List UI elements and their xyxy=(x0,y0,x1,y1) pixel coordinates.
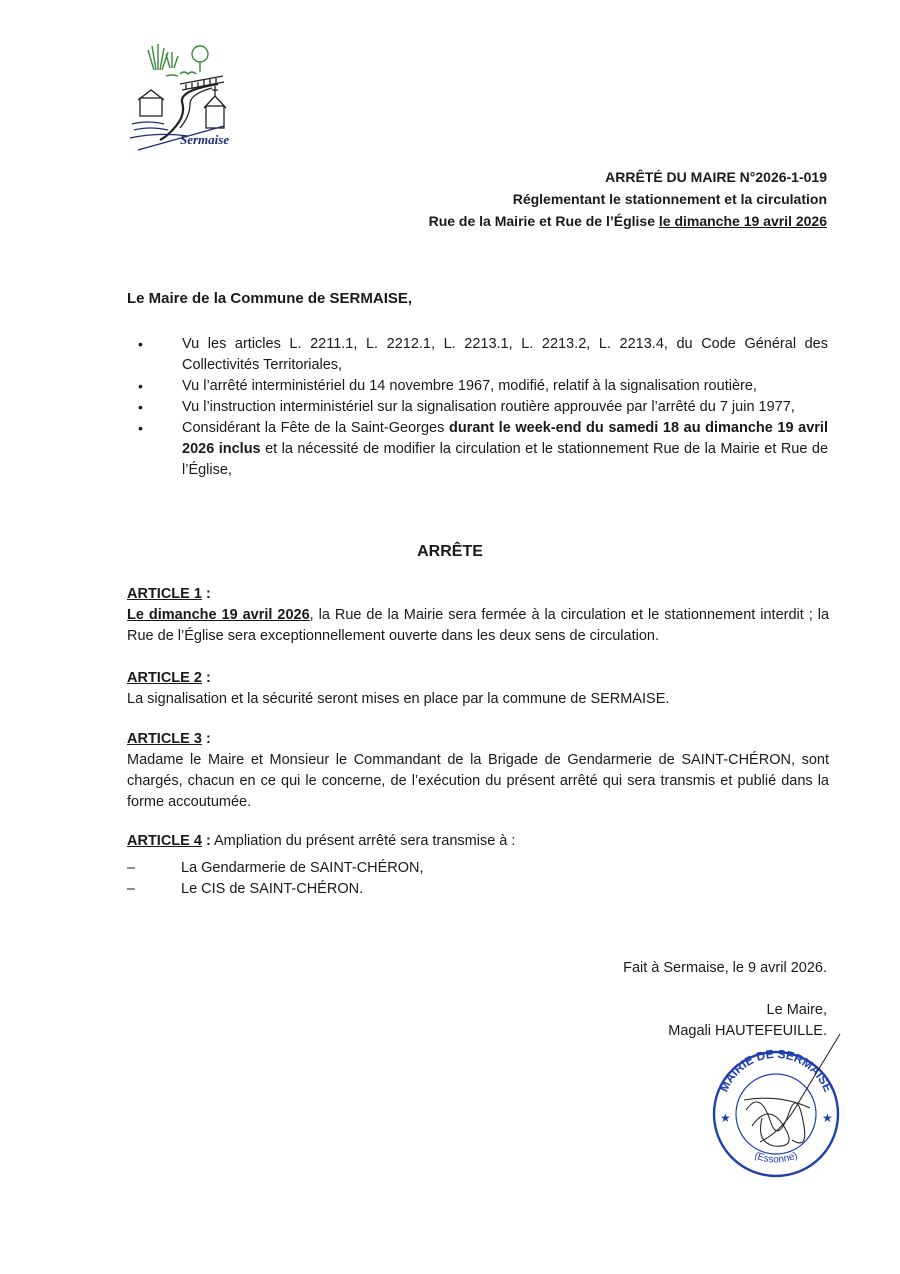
signatory-name: Magali HAUTEFEUILLE. xyxy=(668,1023,827,1039)
mayor-intro: Le Maire de la Commune de SERMAISE, xyxy=(127,290,413,307)
decree-number: ARRÊTÉ DU MAIRE N°2026-1-019 xyxy=(605,169,827,185)
decree-location-date: Rue de la Mairie et Rue de l’Église le dimanche 19 avril 2026 xyxy=(428,213,827,229)
article-title: ARTICLE 3 : xyxy=(127,731,211,747)
signatory-role: Le Maire, xyxy=(766,1002,827,1018)
stamp-top-text: MAIRIE DE SERMAISE xyxy=(716,1046,836,1095)
stamp-bottom-text: (Essonne) xyxy=(752,1150,800,1166)
list-item: – Le CIS de SAINT-CHÉRON. xyxy=(127,879,424,900)
article-4: ARTICLE 4 : Ampliation du présent arrêté sera transmise à : xyxy=(127,833,516,849)
commune-logo xyxy=(128,40,238,158)
list-item: – La Gendarmerie de SAINT-CHÉRON, xyxy=(127,858,424,879)
article-body: Ampliation du présent arrêté sera transmise à : xyxy=(210,833,516,849)
article-body: Madame le Maire et Monsieur le Commandant de la Brigade de Gendarmerie de SAINT-CHÉRON, sont chargés, chacun en ce qui le concerne, de l’exécution du présent arrêté qui sera transmis et publié dans la forme accoutumée. xyxy=(127,752,829,810)
article-body: La signalisation et la sécurité seront mises en place par la commune de SERMAISE. xyxy=(127,691,670,707)
decree-header xyxy=(429,166,827,232)
list-item: • Considérant la Fête de la Saint-Georges durant le week-end du samedi 18 au dimanche 19 avril 2026 inclus et la nécessité de modifier la circulation et le stationnement Rue de la Mairie et Rue de l’Église, xyxy=(138,418,828,481)
recipients-list xyxy=(127,858,424,900)
list-item: • Vu l’arrêté interministériel du 14 novembre 1967, modifié, relatif à la signalisation routière, xyxy=(138,376,828,397)
mairie-stamp xyxy=(700,1030,850,1180)
decision-heading: ARRÊTE xyxy=(417,543,483,560)
article-title: ARTICLE 1 : xyxy=(127,586,211,602)
list-item: • Vu l’instruction interministériel sur la signalisation routière approuvée par l’arrêté du 7 juin 1977, xyxy=(138,397,828,418)
article-3 xyxy=(127,729,829,813)
considerations-list xyxy=(138,334,828,481)
article-1 xyxy=(127,584,829,647)
article-2 xyxy=(127,668,829,710)
article-title: ARTICLE 2 : xyxy=(127,670,211,686)
decree-date: le dimanche 19 avril 2026 xyxy=(658,213,827,229)
svg-text:★: ★ xyxy=(720,1111,731,1125)
article-body: Le dimanche 19 avril 2026, la Rue de la Mairie sera fermée à la circulation et le stationnement interdit ; la Rue de l’Église sera exceptionnellement ouverte dans les deux sens de circulation. xyxy=(127,607,830,644)
decree-subject: Réglementant le stationnement et la circulation xyxy=(512,191,827,207)
svg-text:(Essonne) xyxy=(753,1150,800,1165)
list-item: • Vu les articles L. 2211.1, L. 2212.1, L. 2213.1, L. 2213.2, L. 2213.4, du Code Général des Collectivités Territoriales, xyxy=(138,334,828,376)
logo-text: Sermaise xyxy=(180,132,230,147)
svg-text:★: ★ xyxy=(822,1111,833,1125)
place-date: Fait à Sermaise, le 9 avril 2026. xyxy=(623,960,827,976)
